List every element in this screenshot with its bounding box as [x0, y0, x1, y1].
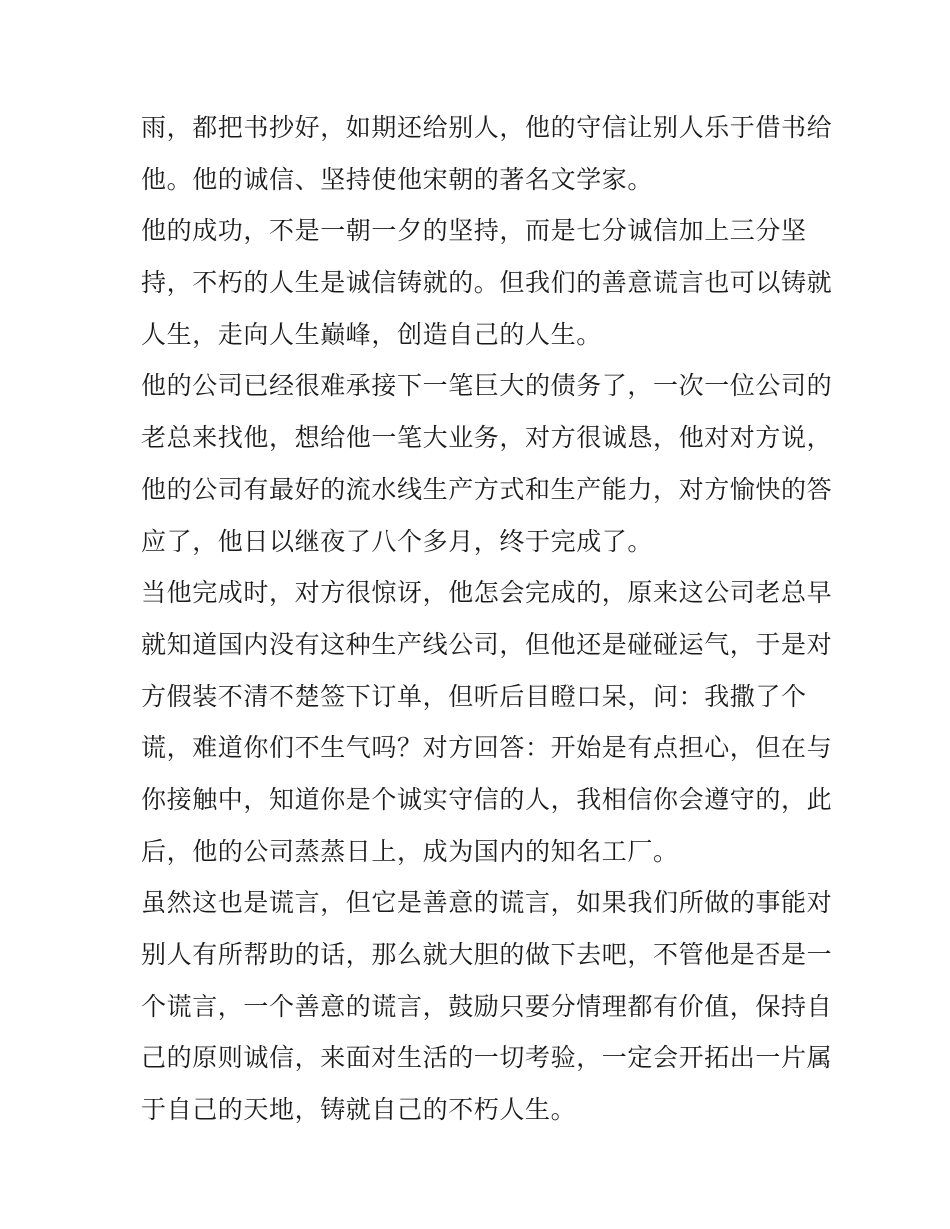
- text-line: 就知道国内没有这种生产线公司，但他还是碰碰运气，于是对: [141, 629, 833, 659]
- text-line: 人生，走向人生巅峰，创造自己的人生。: [141, 319, 602, 349]
- text-line: 当他完成时，对方很惊讶，他怎会完成的，原来这公司老总早: [141, 578, 833, 608]
- text-line: 他。他的诚信、坚持使他宋朝的著名文学家。: [141, 164, 654, 194]
- text-line: 个谎言，一个善意的谎言，鼓励只要分情理都有价值，保持自: [141, 991, 833, 1021]
- text-line: 他的公司有最好的流水线生产方式和生产能力，对方愉快的答: [141, 474, 833, 504]
- text-line: 你接触中，知道你是个诚实守信的人，我相信你会遵守的，此: [141, 784, 833, 814]
- text-line: 持，不朽的人生是诚信铸就的。但我们的善意谎言也可以铸就: [141, 268, 833, 298]
- text-line: 他的公司已经很难承接下一笔巨大的债务了，一次一位公司的: [141, 371, 833, 401]
- text-line: 己的原则诚信，来面对生活的一切考验，一定会开拓出一片属: [141, 1043, 833, 1073]
- text-line: 他的成功，不是一朝一夕的坚持，而是七分诚信加上三分坚: [141, 216, 807, 246]
- text-line: 虽然这也是谎言，但它是善意的谎言，如果我们所做的事能对: [141, 888, 833, 918]
- text-line: 于自己的天地，铸就自己的不朽人生。: [141, 1095, 577, 1125]
- text-line: 后，他的公司蒸蒸日上，成为国内的知名工厂。: [141, 836, 679, 866]
- text-line: 谎，难道你们不生气吗？对方回答：开始是有点担心，但在与: [141, 733, 833, 763]
- text-line: 雨，都把书抄好，如期还给别人，他的守信让别人乐于借书给: [141, 113, 833, 142]
- text-line: 方假装不清不楚签下订单，但听后目瞪口呆，问：我撒了个: [141, 681, 807, 711]
- text-line: 老总来找他，想给他一笔大业务，对方很诚恳，他对对方说，: [141, 423, 833, 453]
- document-body: [141, 106, 833, 1140]
- text-line: 别人有所帮助的话，那么就大胆的做下去吧，不管他是否是一: [141, 940, 833, 969]
- text-line: 应了，他日以继夜了八个多月，终于完成了。: [141, 526, 654, 556]
